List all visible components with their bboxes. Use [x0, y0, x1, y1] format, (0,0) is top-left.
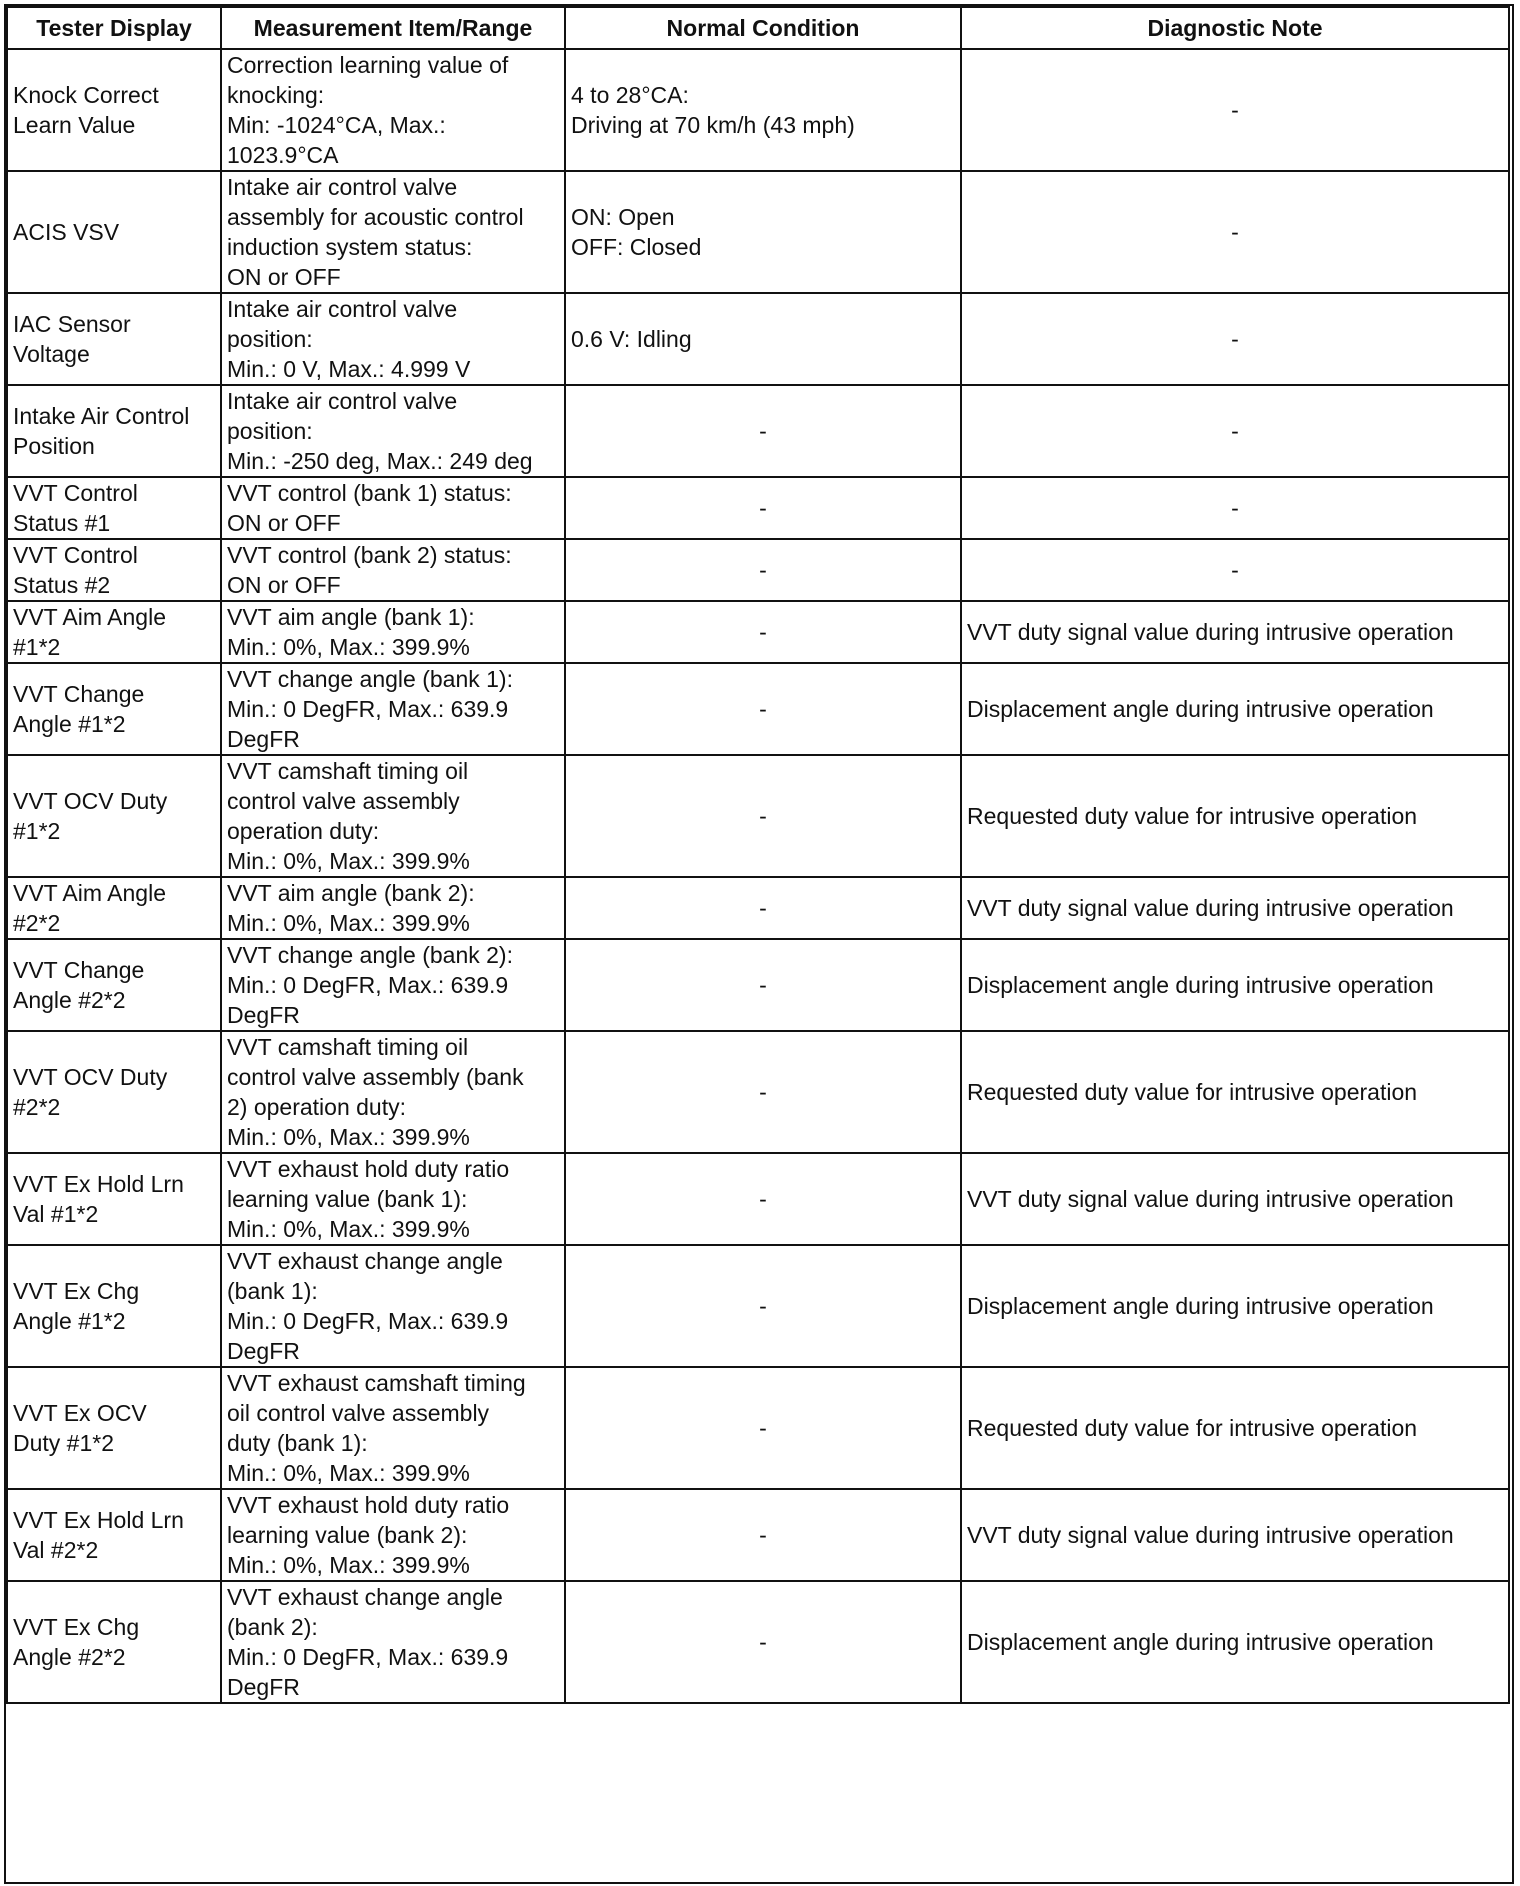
diagnostic-note-cell: Displacement angle during intrusive operation — [961, 939, 1509, 1031]
table-row — [7, 293, 1509, 385]
measurement-cell: VVT exhaust camshaft timing oil control valve assembly duty (bank 1): Min.: 0%, Max.: 399.9% — [221, 1367, 565, 1489]
normal-condition-cell: - — [565, 385, 961, 477]
measurement-cell: VVT change angle (bank 1): Min.: 0 DegFR, Max.: 639.9 DegFR — [221, 663, 565, 755]
table-row — [7, 171, 1509, 293]
table-row — [7, 539, 1509, 601]
measurement-cell: Intake air control valve position: Min.: -250 deg, Max.: 249 deg — [221, 385, 565, 477]
diagnostic-note-cell: - — [961, 385, 1509, 477]
tester-display-cell: IAC Sensor Voltage — [7, 293, 221, 385]
measurement-cell: VVT camshaft timing oil control valve assembly operation duty: Min.: 0%, Max.: 399.9% — [221, 755, 565, 877]
measurement-cell: VVT aim angle (bank 1): Min.: 0%, Max.: 399.9% — [221, 601, 565, 663]
table-row — [7, 939, 1509, 1031]
normal-condition-cell: - — [565, 663, 961, 755]
tester-display-cell: VVT Ex Chg Angle #1*2 — [7, 1245, 221, 1367]
diagnostic-note-cell: Displacement angle during intrusive operation — [961, 663, 1509, 755]
table-row — [7, 477, 1509, 539]
measurement-cell: Intake air control valve position: Min.: 0 V, Max.: 4.999 V — [221, 293, 565, 385]
normal-condition-cell: - — [565, 1581, 961, 1703]
header-diagnostic-note: Diagnostic Note — [961, 7, 1509, 49]
normal-condition-cell: - — [565, 1245, 961, 1367]
tester-display-cell: VVT OCV Duty #2*2 — [7, 1031, 221, 1153]
diagnostic-note-cell: Displacement angle during intrusive operation — [961, 1245, 1509, 1367]
table-row — [7, 877, 1509, 939]
diagnostic-note-cell: - — [961, 477, 1509, 539]
table-row — [7, 1153, 1509, 1245]
measurement-cell: VVT control (bank 2) status: ON or OFF — [221, 539, 565, 601]
normal-condition-cell: - — [565, 939, 961, 1031]
data-list-table — [6, 6, 1510, 1704]
table-row — [7, 1489, 1509, 1581]
table-row — [7, 1367, 1509, 1489]
normal-condition-cell: - — [565, 601, 961, 663]
diagnostic-note-cell: Requested duty value for intrusive operation — [961, 1031, 1509, 1153]
normal-condition-cell: - — [565, 877, 961, 939]
normal-condition-cell: - — [565, 477, 961, 539]
normal-condition-cell: ON: Open OFF: Closed — [565, 171, 961, 293]
normal-condition-cell: 4 to 28°CA: Driving at 70 km/h (43 mph) — [565, 49, 961, 171]
measurement-cell: VVT aim angle (bank 2): Min.: 0%, Max.: 399.9% — [221, 877, 565, 939]
measurement-cell: VVT exhaust change angle (bank 2): Min.: 0 DegFR, Max.: 639.9 DegFR — [221, 1581, 565, 1703]
normal-condition-cell: - — [565, 1031, 961, 1153]
tester-display-cell: VVT Aim Angle #1*2 — [7, 601, 221, 663]
measurement-cell: VVT exhaust hold duty ratio learning value (bank 1): Min.: 0%, Max.: 399.9% — [221, 1153, 565, 1245]
measurement-cell: VVT control (bank 1) status: ON or OFF — [221, 477, 565, 539]
diagnostic-note-cell: VVT duty signal value during intrusive operation — [961, 601, 1509, 663]
table-row — [7, 601, 1509, 663]
measurement-cell: VVT exhaust hold duty ratio learning value (bank 2): Min.: 0%, Max.: 399.9% — [221, 1489, 565, 1581]
table-row — [7, 1245, 1509, 1367]
tester-display-cell: VVT Change Angle #1*2 — [7, 663, 221, 755]
header-measurement-item: Measurement Item/Range — [221, 7, 565, 49]
tester-display-cell: VVT Change Angle #2*2 — [7, 939, 221, 1031]
table-row — [7, 49, 1509, 171]
diagnostic-note-cell: VVT duty signal value during intrusive operation — [961, 877, 1509, 939]
header-tester-display: Tester Display — [7, 7, 221, 49]
tester-display-cell: Intake Air Control Position — [7, 385, 221, 477]
table-row — [7, 755, 1509, 877]
tester-display-cell: VVT Control Status #2 — [7, 539, 221, 601]
diagnostic-note-cell: VVT duty signal value during intrusive operation — [961, 1153, 1509, 1245]
tester-display-cell: ACIS VSV — [7, 171, 221, 293]
tester-display-cell: Knock Correct Learn Value — [7, 49, 221, 171]
tester-display-cell: VVT Ex OCV Duty #1*2 — [7, 1367, 221, 1489]
table-row — [7, 1581, 1509, 1703]
measurement-cell: VVT camshaft timing oil control valve assembly (bank 2) operation duty: Min.: 0%, Max.: 399.9% — [221, 1031, 565, 1153]
diagnostic-note-cell: Requested duty value for intrusive operation — [961, 1367, 1509, 1489]
normal-condition-cell: - — [565, 1367, 961, 1489]
tester-display-cell: VVT Ex Hold Lrn Val #2*2 — [7, 1489, 221, 1581]
measurement-cell: VVT change angle (bank 2): Min.: 0 DegFR, Max.: 639.9 DegFR — [221, 939, 565, 1031]
diagnostic-note-cell: - — [961, 539, 1509, 601]
normal-condition-cell: - — [565, 1153, 961, 1245]
normal-condition-cell: - — [565, 755, 961, 877]
table-row — [7, 385, 1509, 477]
diagnostic-note-cell: VVT duty signal value during intrusive operation — [961, 1489, 1509, 1581]
normal-condition-cell: 0.6 V: Idling — [565, 293, 961, 385]
tester-display-cell: VVT Aim Angle #2*2 — [7, 877, 221, 939]
diagnostic-note-cell: - — [961, 293, 1509, 385]
tester-display-cell: VVT Ex Chg Angle #2*2 — [7, 1581, 221, 1703]
diagnostic-note-cell: - — [961, 171, 1509, 293]
diagnostic-note-cell: - — [961, 49, 1509, 171]
table-row — [7, 1031, 1509, 1153]
tester-display-cell: VVT OCV Duty #1*2 — [7, 755, 221, 877]
header-row — [7, 7, 1509, 49]
tester-display-cell: VVT Control Status #1 — [7, 477, 221, 539]
table-row — [7, 663, 1509, 755]
measurement-cell: Intake air control valve assembly for acoustic control induction system status: ON or OFF — [221, 171, 565, 293]
measurement-cell: VVT exhaust change angle (bank 1): Min.: 0 DegFR, Max.: 639.9 DegFR — [221, 1245, 565, 1367]
measurement-cell: Correction learning value of knocking: Min: -1024°CA, Max.: 1023.9°CA — [221, 49, 565, 171]
normal-condition-cell: - — [565, 1489, 961, 1581]
normal-condition-cell: - — [565, 539, 961, 601]
tester-display-cell: VVT Ex Hold Lrn Val #1*2 — [7, 1153, 221, 1245]
diagnostic-note-cell: Requested duty value for intrusive operation — [961, 755, 1509, 877]
header-normal-condition: Normal Condition — [565, 7, 961, 49]
diagnostic-note-cell: Displacement angle during intrusive operation — [961, 1581, 1509, 1703]
